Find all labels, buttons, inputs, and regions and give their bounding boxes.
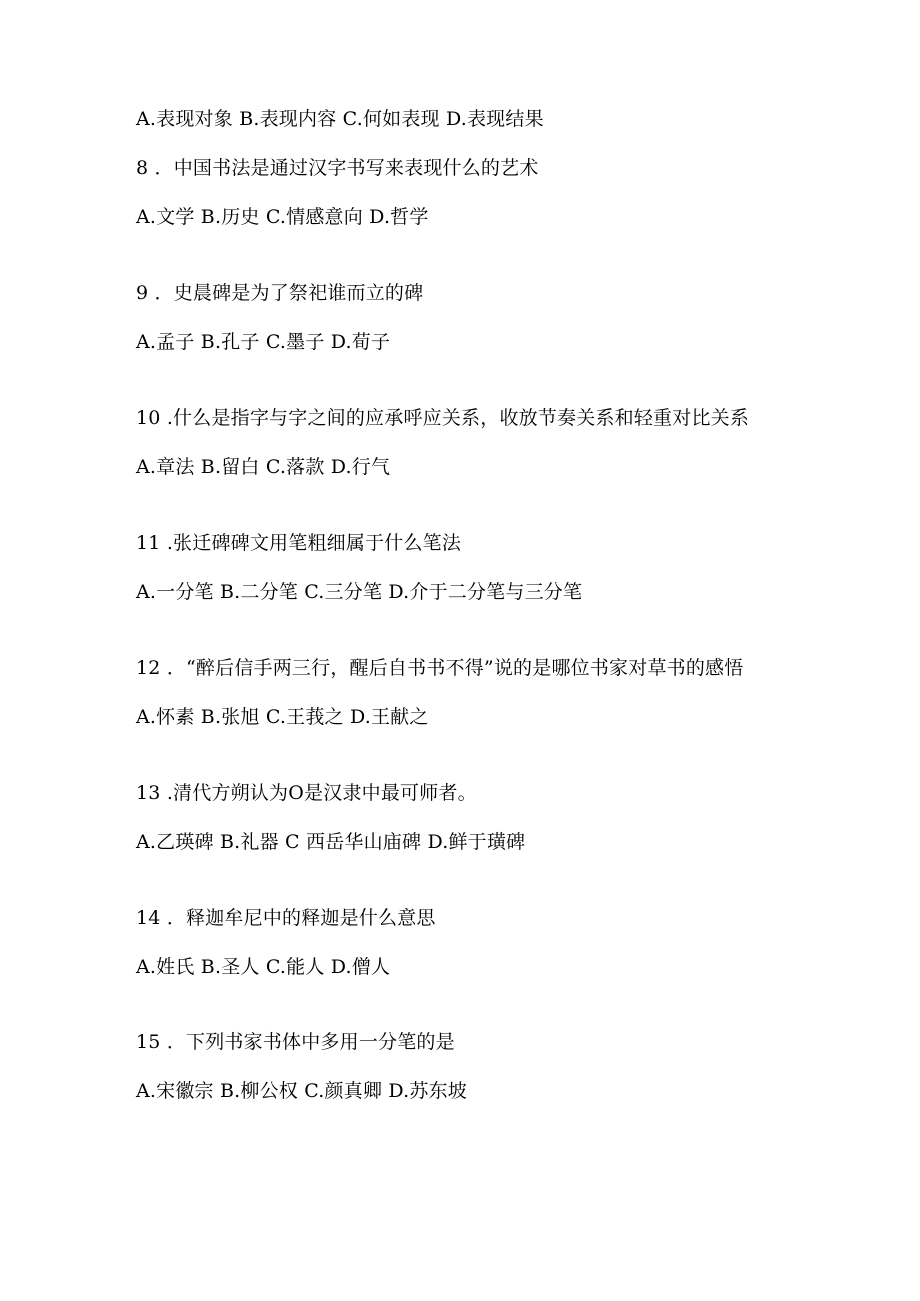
q15-question: 15 ．下列书家书体中多用一分笔的是 xyxy=(136,1031,455,1053)
q7-options: A.表现对象 B.表现内容 C.何如表现 D.表现结果 xyxy=(136,108,544,130)
q12-question: 12 ．“醉后信手两三行，醒后自书书不得”说的是哪位书家对草书的感悟 xyxy=(136,657,744,679)
q13-question: 13 .清代方朔认为O是汉隶中最可师者。 xyxy=(136,782,477,804)
q10-options: A.章法 B.留白 C.落款 D.行气 xyxy=(136,456,391,478)
q9-options: A.孟子 B.孔子 C.墨子 D.荀子 xyxy=(136,331,391,353)
q11-question: 11 .张迁碑碑文用笔粗细属于什么笔法 xyxy=(136,532,462,554)
q8-options: A.文学 B.历史 C.情感意向 D.哲学 xyxy=(136,206,429,228)
q13-options: A.乙瑛碑 B.礼器 C 西岳华山庙碑 D.鲜于璜碑 xyxy=(136,831,526,853)
q10-question: 10 .什么是指字与字之间的应承呼应关系，收放节奏关系和轻重对比关系 xyxy=(136,407,750,429)
q14-options: A.姓氏 B.圣人 C.能人 D.僧人 xyxy=(136,956,391,978)
q14-question: 14 ．释迦牟尼中的释迦是什么意思 xyxy=(136,907,436,929)
q11-options: A.一分笔 B.二分笔 C.三分笔 D.介于二分笔与三分笔 xyxy=(136,581,583,603)
q15-options: A.宋徽宗 B.柳公权 C.颜真卿 D.苏东坡 xyxy=(136,1080,467,1102)
q12-options: A.怀素 B.张旭 C.王莪之 D.王献之 xyxy=(136,706,429,728)
q9-question: 9 ．史晨碑是为了祭祀谁而立的碑 xyxy=(136,282,424,304)
q8-question: 8 ．中国书法是通过汉字书写来表现什么的艺术 xyxy=(136,157,539,179)
